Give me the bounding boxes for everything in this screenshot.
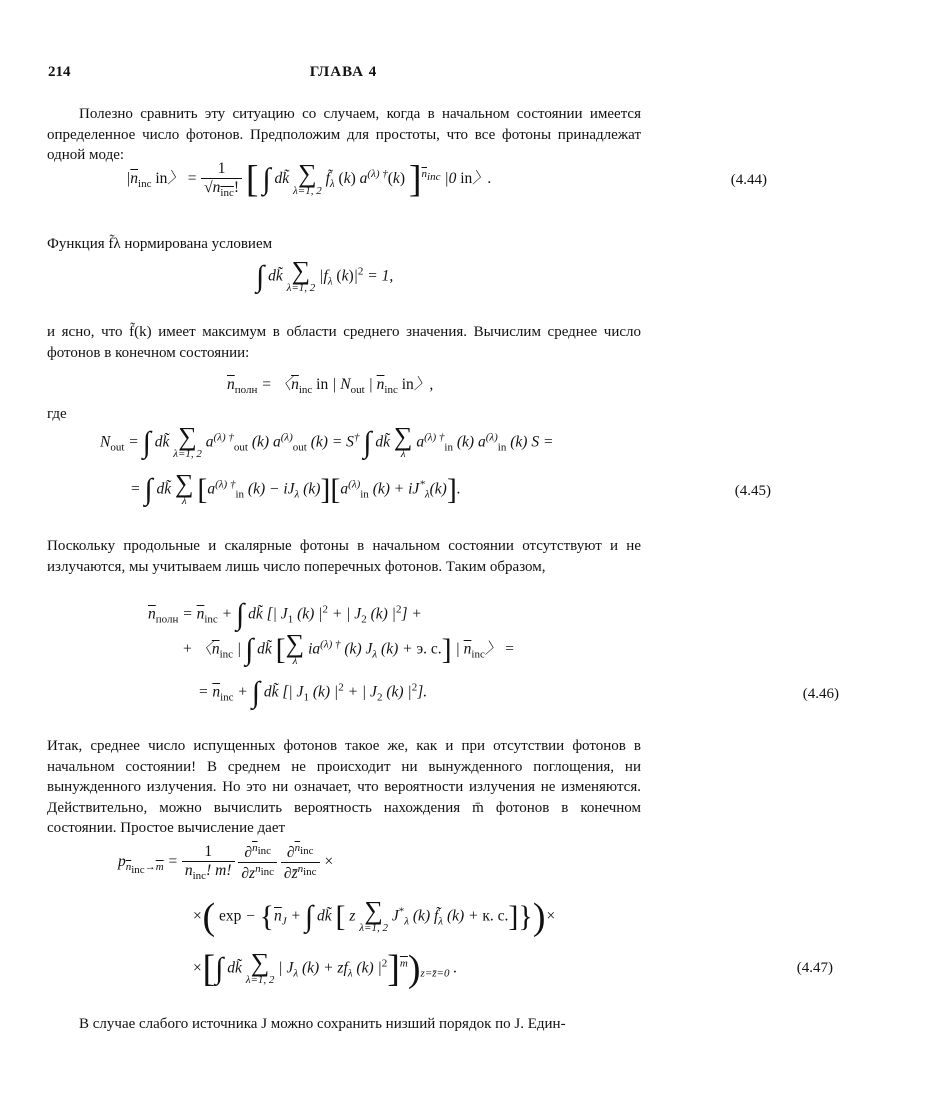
paragraph-1: Полезно сравнить эту ситуацию со случаем, когда в начальном состоянии имеется определенное число фотонов. Предположим для простоты, что все фотоны принадлежат одной моде: — [47, 106, 641, 163]
equation-number-4-44: (4.44) — [730, 172, 767, 188]
paragraph-3: и ясно, что f̃(k) имеет максимум в области среднего значения. Вычислим среднее число фотонов в конечном состоянии: — [47, 324, 641, 361]
paragraph-5: Поскольку продольные и скалярные фотоны в начальном состоянии отсутствуют и не излучаются, мы учитываем лишь число поперечных фотонов. Таким образом, — [47, 538, 641, 575]
paragraph-7: В случае слабого источника J можно сохранить низший порядок по J. Един- — [79, 1016, 566, 1032]
equation-4-46-line-1: $\overline{n}_{полн} = \overline{n}_{inc}$ + ∫ dk̃ [| $J_1$ (k) $|^2$ + | $J_2$ (k) $|^2$] + — [148, 598, 422, 631]
equation-4-46-line-2: + 〈$\overline{n}_{inc}$ | ∫ dk̃ [ ∑ λ $ia^{(\lambda) \dagger}$ (k) $J_\lambda$ (k) + э. с.] | $\overline{n}_{inc}$〉 = — [182, 629, 515, 667]
paragraph-2: Функция f̃λ нормирована условием — [47, 236, 273, 252]
paragraph-6: Итак, среднее число испущенных фотонов такое же, как и при отсутствии фотонов в начальном состоянии! В среднем не происходит ни вынужденного поглощения, ни вынужденного излучения. Но это ни означает, что вероятности излучения не изменяются. Действительно, можно вычислить вероятность нахождения m̄ фотонов в конечном состоянии. Простое вычисление дает — [47, 738, 641, 836]
equation-4-45-line-1: $N_{out}$ = ∫ dk̃ ∑ λ=1, 2 $a^{(\lambda) \dagger}_{out}$ (k) $a^{(\lambda)}_{out}$ (k) = S† ∫ dk̃ ∑ λ $a^{(\lambda) \dagger}_{in}$ (k) $a^{(\lambda)}_{in}$ (k) S = — [100, 422, 554, 460]
equation-4-45-line-2: = ∫ dk̃ ∑ λ [$a^{(\lambda) \dagger}_{in}$ $(k) - iJ_\lambda$ $(k)][a^{(\lambda)}_{in}$ $(k) + iJ^*_\lambda(k)$]. (4.45) — [130, 469, 771, 507]
running-header — [48, 64, 639, 86]
equation-number-4-47: (4.47) — [796, 960, 833, 976]
equation-number-4-46: (4.46) — [802, 686, 839, 702]
equation-number-4-45: (4.45) — [734, 483, 771, 499]
chapter-title: ГЛАВА 4 — [309, 64, 378, 80]
equation-4-47-line-2: ×( $\exp - \{\overline{n}_J$ + ∫ dk̃ [ z ∑ λ=1, 2 $J^*_\lambda$ (k) $f̃_\lambda$ (k) + к. с.]})× — [192, 896, 556, 938]
equation-4-47-line-3: ×[∫ dk̃ ∑ λ=1, 2 | $J_\lambda$ $(k) + zf_\lambda$ (k) $|^2]^{\overline{m}})_{z=z̄=0}$ . (4.47) — [192, 948, 833, 990]
n-final-equation: $\overline{n}_{полн}$ = 〈$\overline{n}_{inc}$ in | $N_{out}$ | $\overline{n}_{inc}$ in〉, — [227, 376, 434, 397]
normalization-equation: ∫ dk̃ ∑ λ=1, 2 $|f_\lambda$ $(k)|^2 = 1$, — [256, 256, 394, 294]
equation-4-47-line-1: $p_{\overline{n}_{inc}\to\overline{m}}$ = $\frac{1}{\overline{n}_{inc}! \overline{m}!}$ $\frac{\partial^{\overline{n}_{inc}}}{\partial z^{\overline{n}_{inc}}}$ $\frac{\partial^{\overline{n}_{inc}}}{\partial z̄^{\overline{n}_{inc}}}$ × — [118, 842, 334, 883]
equation-4-44: $|\overline{n}_{inc}$ in〉 = $\frac{1}{√n_{inc}!}$ [ ∫ dk̃ ∑ λ=1, 2 $f̃_\lambda$ (k) $a^{(\lambda) \dagger}(k)$ ]$^{\overline{n}_{inc}}$ |0 in〉. (4.44) — [126, 158, 767, 201]
paragraph-4: где — [47, 406, 67, 422]
page-number: 214 — [48, 64, 71, 80]
equation-4-46-line-3: = $\overline{n}_{inc}$ + ∫ dk̃ [| $J_1$ (k) $|^2$ + | $J_2$ (k) $|^2$]. (4.46) — [198, 676, 839, 709]
